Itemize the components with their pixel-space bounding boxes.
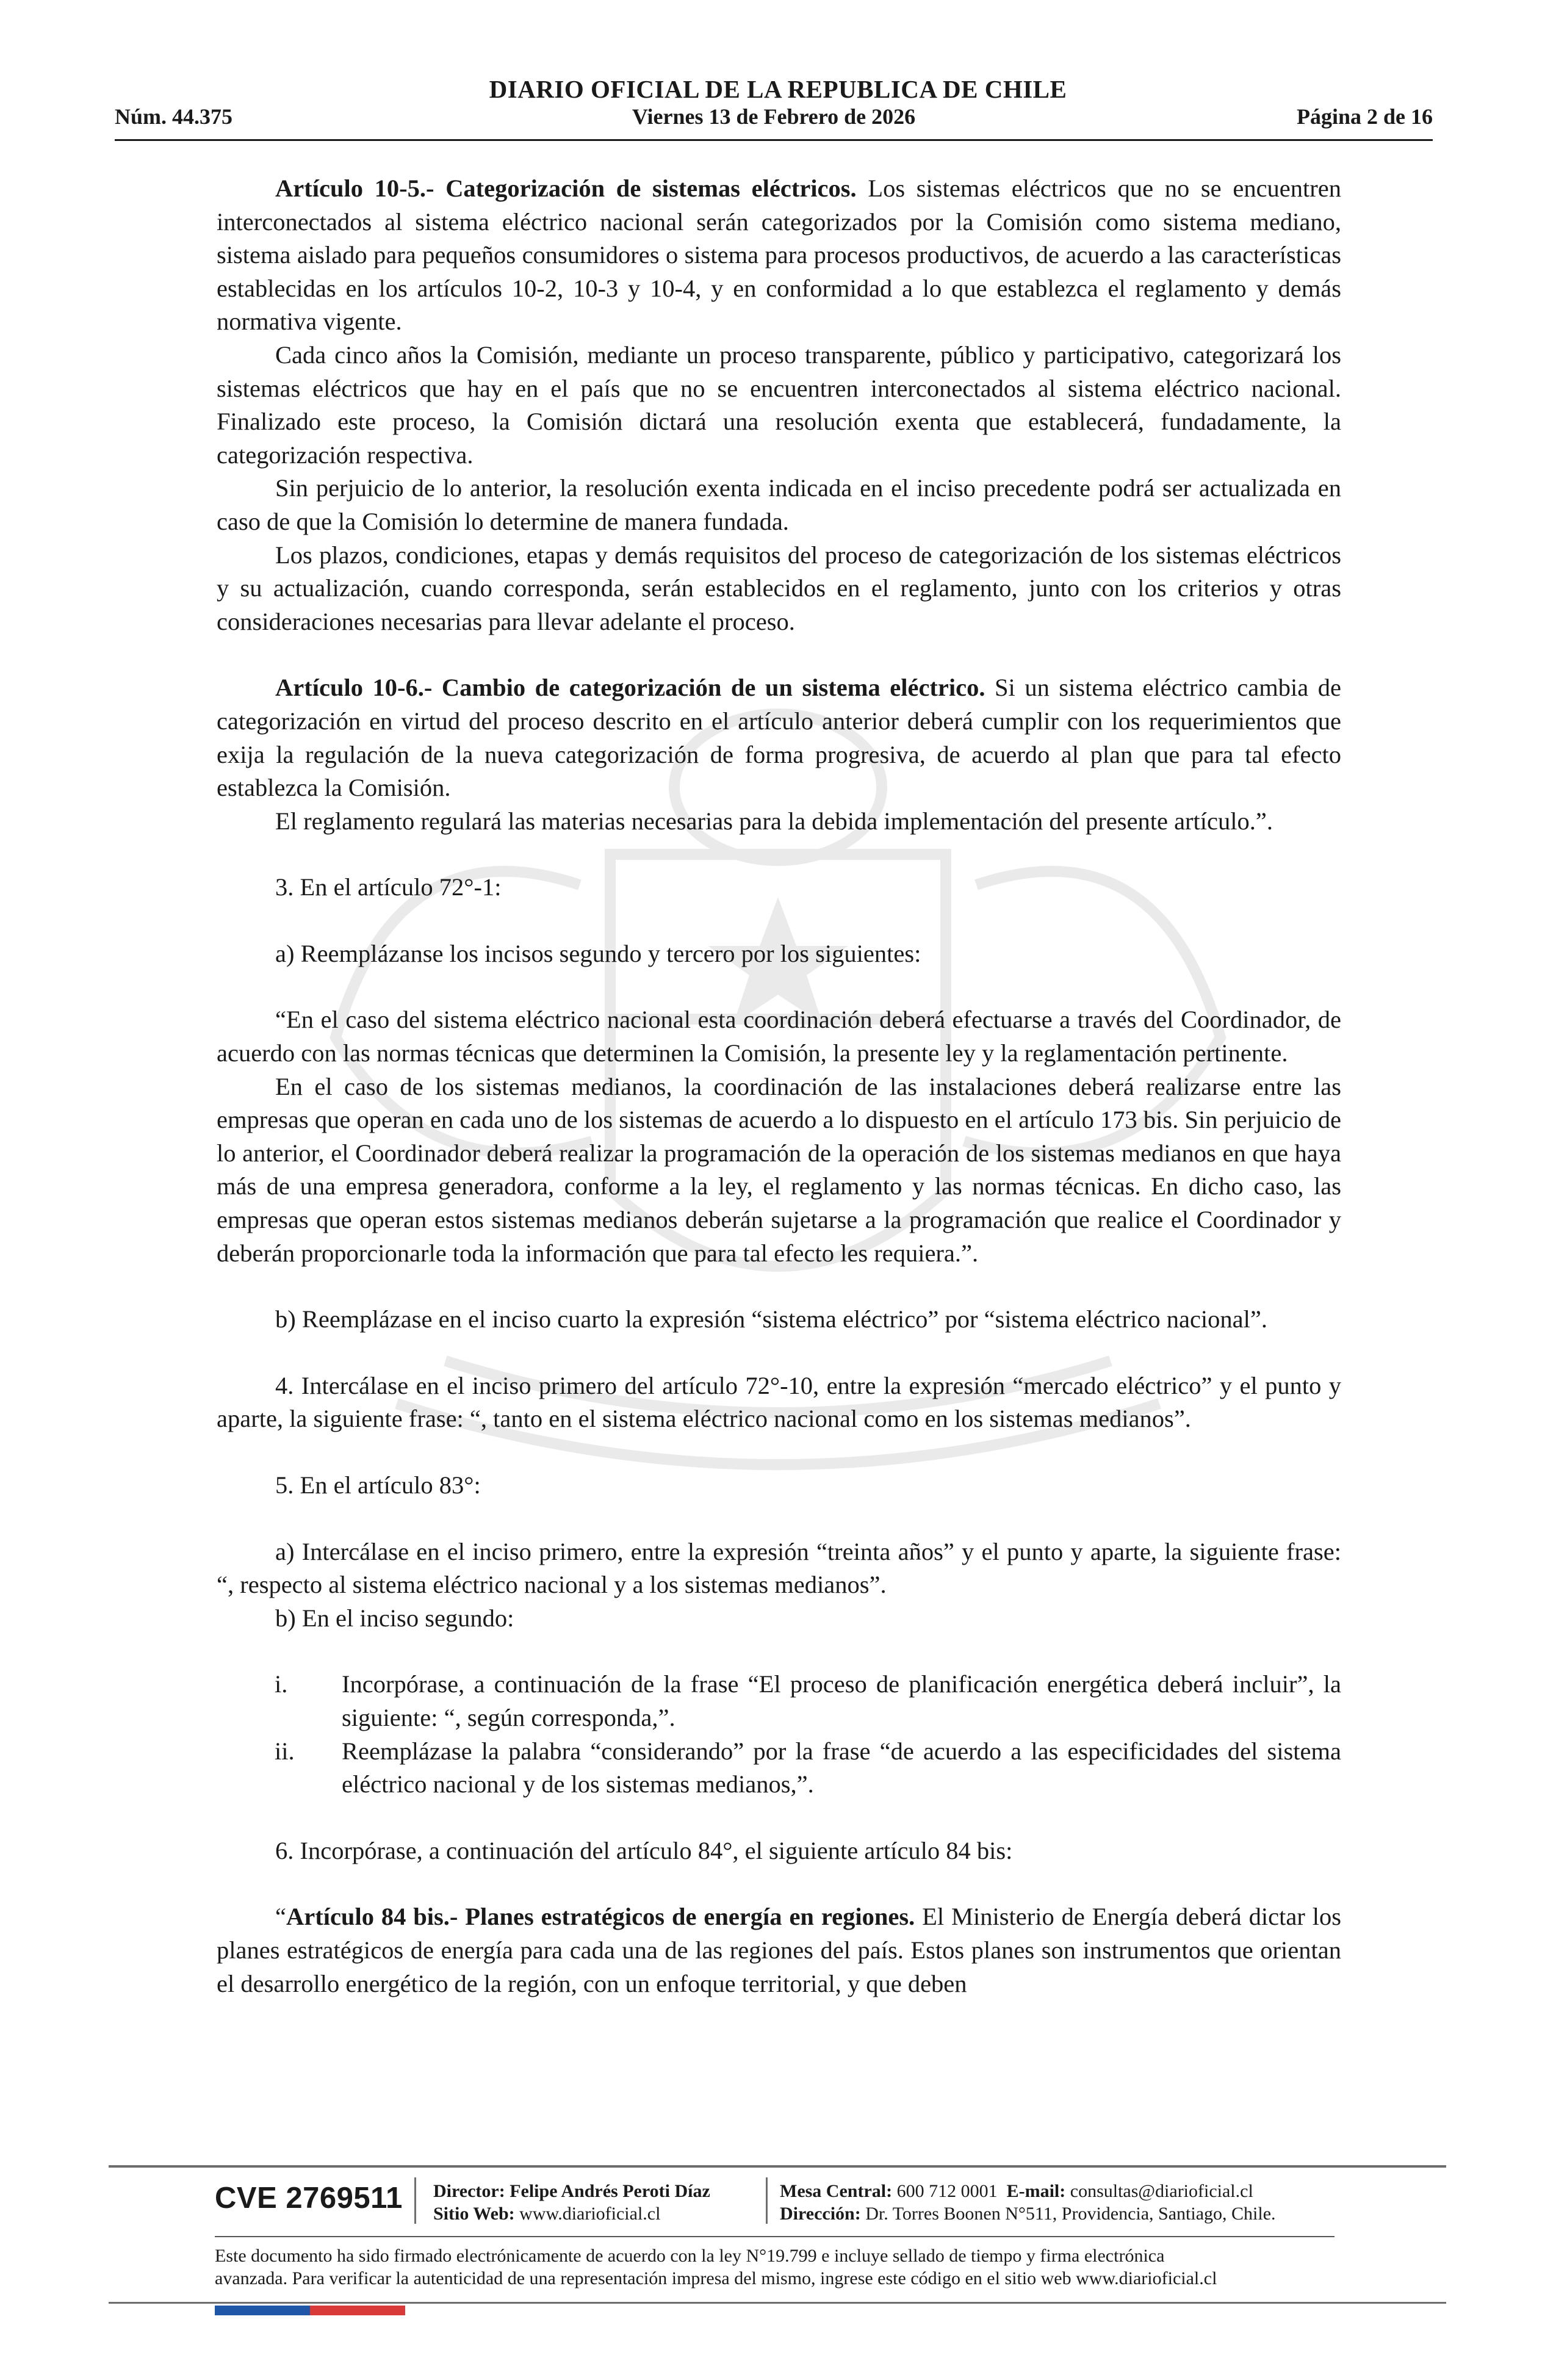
footer-divider xyxy=(215,2236,1334,2237)
flag-red-segment xyxy=(310,2306,405,2315)
amendment-item-4: 4. Intercálase en el inciso primero del artículo 72°-10, entre la expresión “mercado eléctrico” y el punto y aparte, la siguiente frase: “, tanto en el sistema eléctrico nacional como en los sistemas medianos”. xyxy=(217,1371,1341,1433)
footer-contact-column xyxy=(780,2180,1276,2225)
article-10-5-heading: Artículo 10-5.- Categorización de sistemas eléctricos. xyxy=(275,175,857,202)
amendment-item-6: 6. Incorpórase, a continuación del artículo 84°, el siguiente artículo 84 bis: xyxy=(275,1836,1013,1864)
newspaper-title: DIARIO OFICIAL DE LA REPUBLICA DE CHILE xyxy=(489,75,1067,103)
website-link[interactable]: www.diarioficial.cl xyxy=(519,2204,661,2224)
address-line: Dirección: Dr. Torres Boonen N°511, Providencia, Santiago, Chile. xyxy=(780,2204,1276,2224)
amendment-item-3a: a) Reemplázanse los incisos segundo y tercero por los siguientes: xyxy=(275,939,921,967)
article-84-bis-heading: Artículo 84 bis.- Planes estratégicos de energía en regiones. xyxy=(286,1903,915,1931)
quoted-paragraph-2: En el caso de los sistemas medianos, la coordinación de las instalaciones deberá realizarse entre las empresas que operan en cada uno de los sistemas de acuerdo a lo dispuesto en el artículo 173 bis. Sin perjuicio de lo anterior, el Coordinador deberá realizar la programación de la operación de los sistemas medianos en que haya más de una empresa generadora, conforme a la ley, el reglamento y las normas técnicas. En dicho caso, las empresas que operan estos sistemas medianos deberán sujetarse a la programación que realice el Coordinador y deberán proporcionarle toda la información que para tal efecto les requiera.”. xyxy=(217,1072,1341,1267)
list-item xyxy=(217,1735,1341,1801)
article-10-6-heading: Artículo 10-6.- Cambio de categorización de un sistema eléctrico. xyxy=(275,674,985,702)
list-item-text: Incorpórase, a continuación de la frase “El proceso de planificación energética deberá incluir”, la siguiente: “, según corresponda,”. xyxy=(342,1670,1341,1731)
director-line: Director: Felipe Andrés Peroti Díaz xyxy=(433,2181,710,2201)
address: Dr. Torres Boonen N°511, Providencia, Santiago, Chile. xyxy=(865,2204,1276,2224)
amendment-item-3: 3. En el artículo 72°-1: xyxy=(275,873,502,901)
article-10-5-paragraph-4: Los plazos, condiciones, etapas y demás requisitos del proceso de categorización de los sistemas eléctricos y su actualización, cuando corresponda, serán establecidos en el reglamento, junto con los criterios y otras consideraciones necesarias para llevar adelante el proceso. xyxy=(217,541,1341,635)
email-link[interactable]: consultas@diarioficial.cl xyxy=(1070,2181,1253,2201)
document-body xyxy=(217,172,1341,2000)
contact-line: Mesa Central: 600 712 0001 E-mail: consultas@diarioficial.cl xyxy=(780,2181,1253,2201)
flag-color-bar xyxy=(215,2306,405,2315)
amendment-item-5b: b) En el inciso segundo: xyxy=(275,1604,514,1632)
amendment-item-5a: a) Intercálase en el inciso primero, entre la expresión “treinta años” y el punto y aparte, la siguiente frase: “, respecto al sistema eléctrico nacional y a los sistemas medianos”. xyxy=(217,1537,1341,1599)
footer-separator xyxy=(414,2177,416,2224)
website-line: Sitio Web: www.diarioficial.cl xyxy=(433,2204,661,2224)
article-10-6-paragraph-2: El reglamento regulará las materias necesarias para la debida implementación del presente artículo.”. xyxy=(275,807,1273,835)
header-divider xyxy=(115,139,1433,141)
signature-notice: Este documento ha sido firmado electrónicamente de acuerdo con la ley N°19.799 e incluye sellado de tiempo y firma electrónica avanzada. Para verificar la autenticidad de una representación impresa del mismo, ingrese este código en el sitio web www.diarioficial.cl xyxy=(215,2246,1217,2288)
quoted-paragraph-1: “En el caso del sistema eléctrico nacional esta coordinación deberá efectuarse a través del Coordinador, de acuerdo con las normas técnicas que determinen la Comisión, la presente ley y la reglamentación pertinente. xyxy=(217,1006,1341,1067)
list-item-text: Reemplázase la palabra “considerando” por la frase “de acuerdo a las especificidades del sistema eléctrico nacional y de los sistemas medianos,”. xyxy=(342,1737,1341,1798)
cve-code: CVE 2769511 xyxy=(215,2182,403,2215)
footer-bottom-divider xyxy=(109,2302,1446,2304)
article-10-5-paragraph-2: Cada cinco años la Comisión, mediante un proceso transparente, público y participativo, categorizará los sistemas eléctricos que hay en el país que no se encuentren interconectados al sistema eléctrico nacional. Finalizado este proceso, la Comisión dictará una resolución exenta que establecerá, fundadamente, la categorización respectiva. xyxy=(217,341,1341,469)
issue-number: Núm. 44.375 xyxy=(115,104,233,129)
footer-separator xyxy=(766,2177,768,2224)
page-indicator: Página 2 de 16 xyxy=(1296,104,1433,129)
item-5b-sublist xyxy=(217,1668,1341,1801)
amendment-item-3b: b) Reemplázase en el inciso cuarto la expresión “sistema eléctrico” por “sistema eléctrico nacional”. xyxy=(275,1305,1268,1333)
footer-director-column xyxy=(433,2180,710,2225)
flag-blue-segment xyxy=(215,2306,310,2315)
amendment-item-5: 5. En el artículo 83°: xyxy=(275,1471,481,1499)
article-10-5-paragraph-3: Sin perjuicio de lo anterior, la resolución exenta indicada en el inciso precedente podrá ser actualizada en caso de que la Comisión lo determine de manera fundada. xyxy=(217,474,1341,535)
director-name: Felipe Andrés Peroti Díaz xyxy=(510,2181,710,2201)
article-10-5-paragraph-1: Artículo 10-5.- Categorización de sistemas eléctricos. Los sistemas eléctricos que no se encuentren interconectados al sistema eléctrico nacional serán categorizados por la Comisión como sistema mediano, sistema aislado para pequeños consumidores o sistema para procesos productivos, de acuerdo a las características establecidas en los artículos 10-2, 10-3 y 10-4, y en conformidad a lo que establezca el reglamento y demás normativa vigente. xyxy=(217,175,1341,336)
list-item-number: ii. xyxy=(275,1737,295,1765)
article-10-6-paragraph-1: Artículo 10-6.- Cambio de categorización de un sistema eléctrico. Si un sistema eléctrico cambia de categorización en virtud del proceso descrito en el artículo anterior deberá cumplir con los requerimientos que exija la regulación de la nueva categorización de forma progresiva, de acuerdo al plan que para tal efecto establezca la Comisión. xyxy=(217,674,1341,802)
list-item-number: i. xyxy=(275,1670,288,1698)
issue-date: Viernes 13 de Febrero de 2026 xyxy=(632,104,916,129)
header-row xyxy=(115,104,1433,135)
article-84-bis-paragraph-1: “Artículo 84 bis.- Planes estratégicos de energía en regiones. El Ministerio de Energía deberá dictar los planes estratégicos de energía para cada una de las regiones del país. Estos planes son instrumentos que orientan el desarrollo energético de la región, con un enfoque territorial, y que deben xyxy=(217,1903,1341,1997)
footer-top-divider xyxy=(109,2165,1446,2168)
list-item xyxy=(217,1668,1341,1734)
phone-number: 600 712 0001 xyxy=(896,2181,998,2201)
